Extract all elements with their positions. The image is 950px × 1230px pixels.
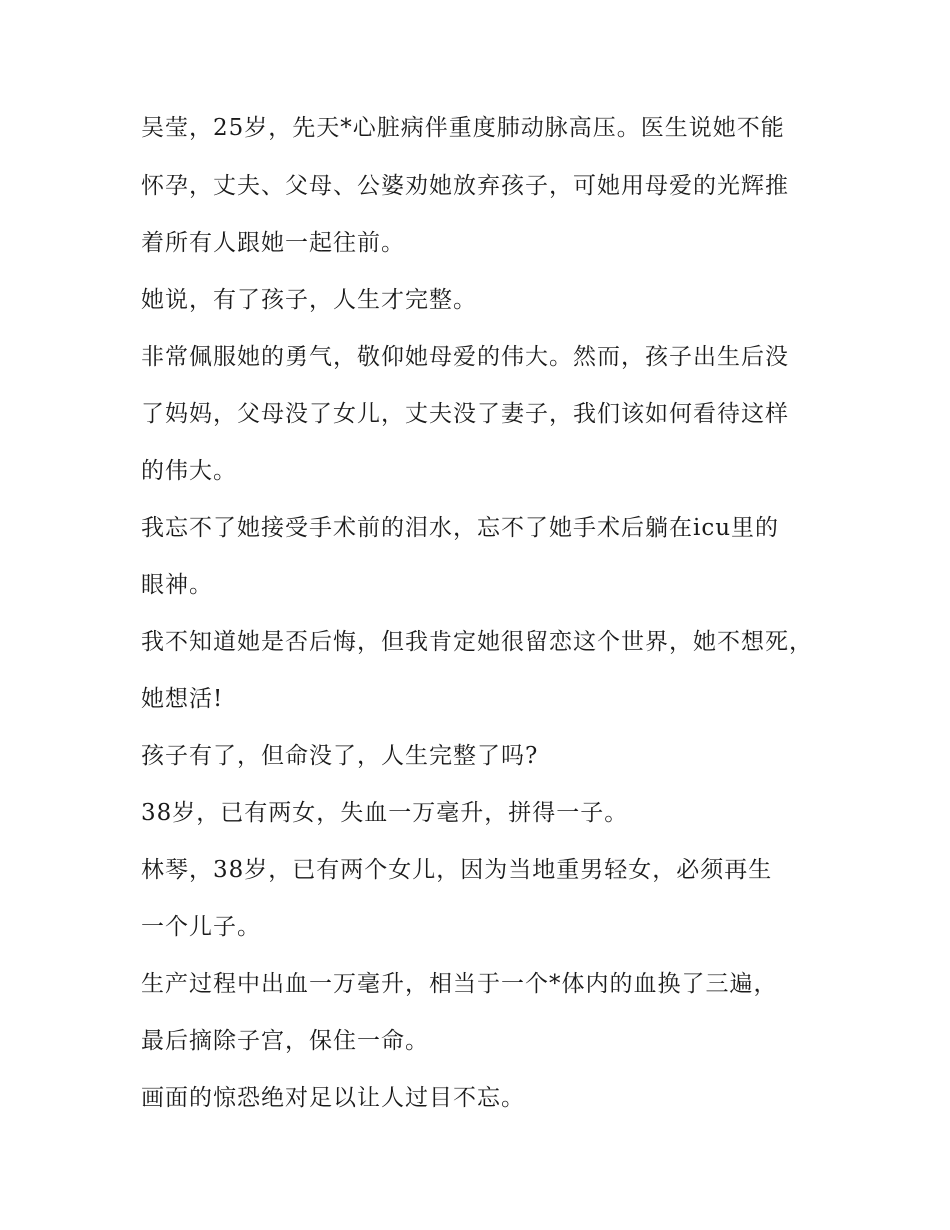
text-line: 我不知道她是否后悔，但我肯定她很留恋这个世界，她不想死， <box>141 629 813 655</box>
text-line: 怀孕，丈夫、父母、公婆劝她放弃孩子，可她用母爱的光辉推 <box>141 173 789 199</box>
text-line: 着所有人跟她一起往前。 <box>141 230 405 256</box>
text-line: 最后摘除子宫，保住一命。 <box>141 1028 429 1054</box>
text-line: 吴莹，25岁，先天*心脏病伴重度肺动脉高压。医生说她不能 <box>141 115 785 141</box>
text-line: 眼神。 <box>141 572 213 598</box>
text-line: 非常佩服她的勇气，敬仰她母爱的伟大。然而，孩子出生后没 <box>141 344 789 370</box>
text-line: 林琴，38岁，已有两个女儿，因为当地重男轻女，必须再生 <box>141 857 773 883</box>
text-line: 的伟大。 <box>141 458 237 484</box>
text-line: 画面的惊恐绝对足以让人过目不忘。 <box>141 1085 525 1111</box>
text-line: 生产过程中出血一万毫升，相当于一个*体内的血换了三遍， <box>141 971 778 997</box>
text-line: 38岁，已有两女，失血一万毫升，拼得一子。 <box>141 800 629 826</box>
text-line: 孩子有了，但命没了，人生完整了吗? <box>141 743 539 769</box>
text-line: 她说，有了孩子，人生才完整。 <box>141 287 477 313</box>
text-line: 了妈妈，父母没了女儿，丈夫没了妻子，我们该如何看待这样 <box>141 401 789 427</box>
text-line: 她想活! <box>141 686 224 712</box>
text-line: 一个儿子。 <box>141 914 261 940</box>
text-line: 我忘不了她接受手术前的泪水，忘不了她手术后躺在icu里的 <box>141 515 780 541</box>
